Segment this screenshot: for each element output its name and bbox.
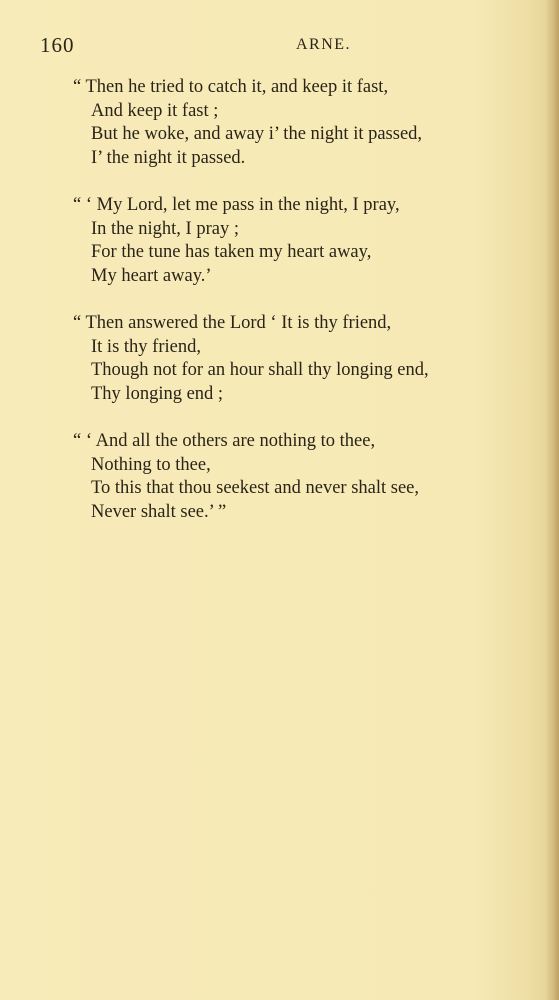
stanza-4 <box>73 430 513 524</box>
stanza-2 <box>73 194 513 288</box>
page-edge-shadow <box>545 0 559 1000</box>
running-head: ARNE. <box>296 36 352 53</box>
poem <box>73 76 513 548</box>
stanza-1 <box>73 76 513 170</box>
poem-line: Nothing to thee, <box>91 454 211 475</box>
poem-line: “ Then answered the Lord ‘ It is thy friend, <box>73 313 392 333</box>
poem-line: I’ the night it passed. <box>91 147 246 168</box>
page-number: 160 <box>40 33 75 57</box>
poem-line: My heart away.’ <box>91 265 212 286</box>
poem-line: “ ‘ My Lord, let me pass in the night, I pray, <box>73 195 400 215</box>
poem-line: To this that thou seekest and never shalt see, <box>91 478 420 498</box>
poem-line: Though not for an hour shall thy longing end, <box>91 360 429 380</box>
poem-line: Thy longing end ; <box>91 383 224 404</box>
poem-line: Never shalt see.’ ” <box>91 501 227 522</box>
poem-line: In the night, I pray ; <box>91 218 239 239</box>
page-header <box>40 33 500 57</box>
poem-line: But he woke, and away i’ the night it passed, <box>91 124 423 144</box>
poem-line: And keep it fast ; <box>91 100 219 121</box>
stanza-3 <box>73 312 513 406</box>
poem-line: It is thy friend, <box>91 336 201 357</box>
poem-line: “ Then he tried to catch it, and keep it fast, <box>73 77 389 97</box>
poem-line: For the tune has taken my heart away, <box>91 242 372 262</box>
poem-line: “ ‘ And all the others are nothing to thee, <box>73 431 376 451</box>
